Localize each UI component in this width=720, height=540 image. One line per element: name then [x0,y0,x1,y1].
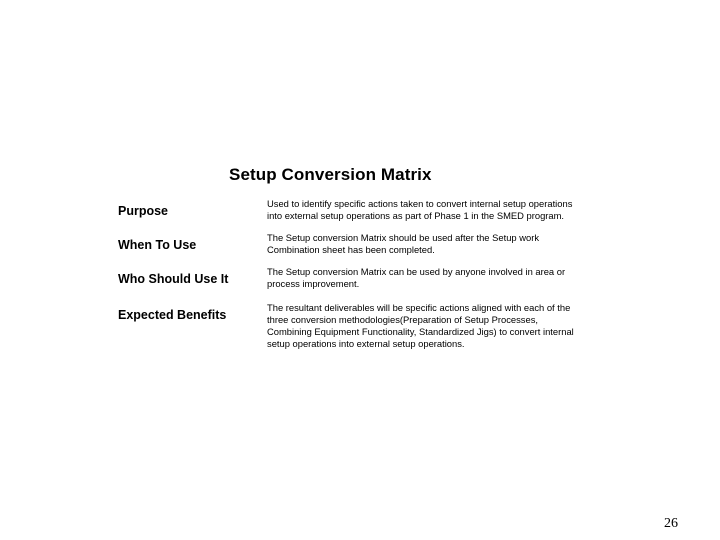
expected-benefits-text: The resultant deliverables will be specific actions aligned with each of the three conversion methodologies(Preparation of Setup Processes, Combining Equipment Functionality, Standardized Jigs) to convert internal setup operations into external setup operations. [267,302,574,349]
page-title: Setup Conversion Matrix [229,165,432,184]
who-should-use-label: Who Should Use It [118,272,229,286]
when-to-use-label: When To Use [118,238,197,252]
who-should-use-text: The Setup conversion Matrix can be used by anyone involved in area or process improvement. [267,266,566,289]
purpose-text: Used to identify specific actions taken to convert internal setup operations into external setup operations as part of Phase 1 in the SMED program. [267,198,573,221]
expected-benefits-label: Expected Benefits [118,308,227,322]
purpose-label: Purpose [118,204,169,218]
page-number: 26 [664,516,678,531]
when-to-use-text: The Setup conversion Matrix should be used after the Setup work Combination sheet has been completed. [267,232,540,255]
